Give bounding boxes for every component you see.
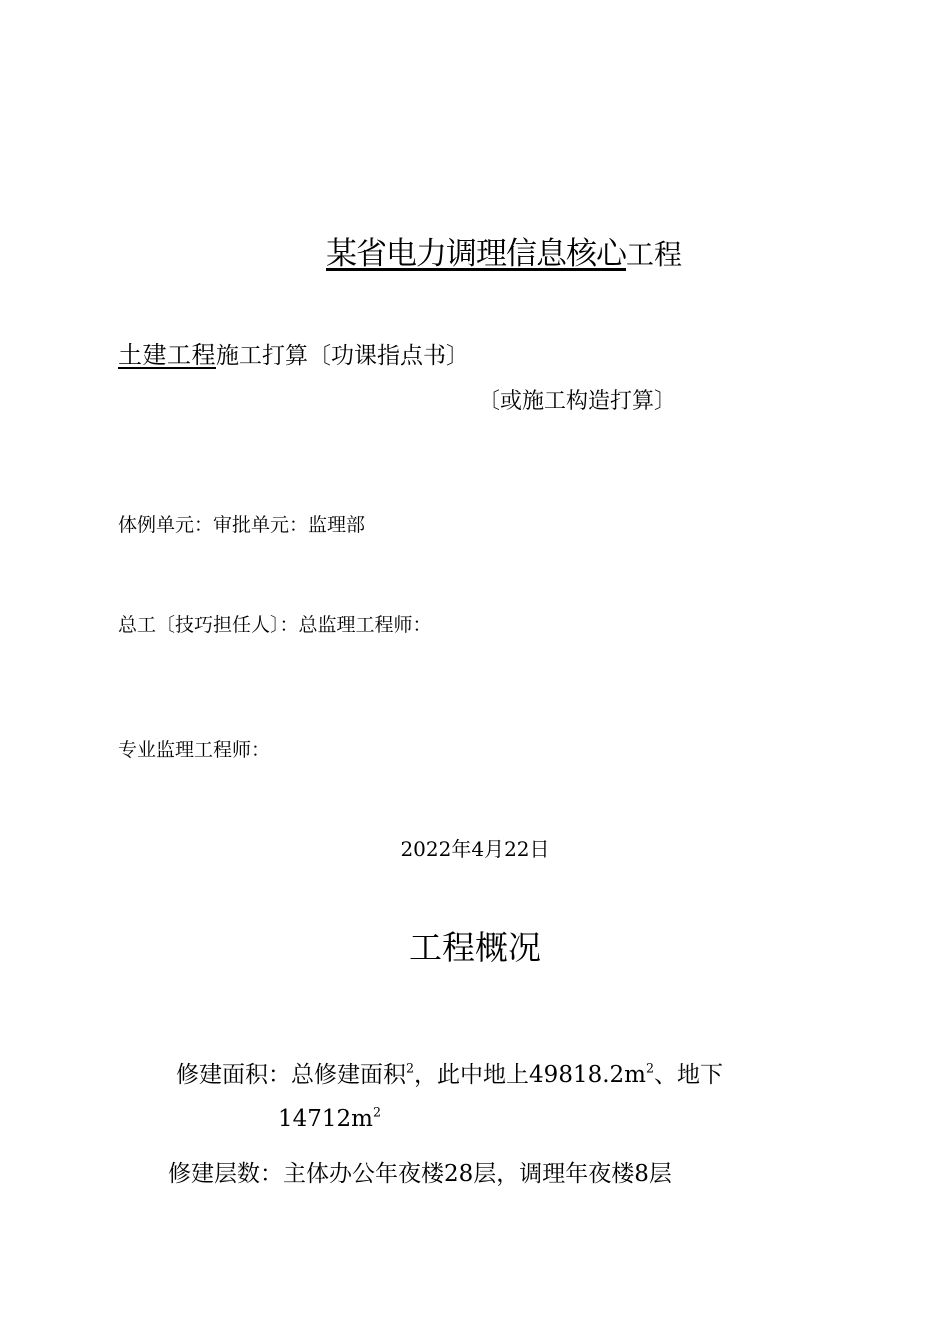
- specialist-engineer-line: 专业监理工程师：: [118, 739, 271, 761]
- units-line: 体例单元：审批单元：监理部: [118, 514, 366, 536]
- project-title-underlined: 某省电力调理信息核心: [326, 236, 626, 272]
- document-date: 2022年4月22日: [400, 837, 550, 861]
- document-subheading: 〔或施工构造打算〕: [478, 389, 677, 414]
- area-suffix: 、地下: [654, 1062, 724, 1088]
- area-superscript: 2: [645, 1060, 655, 1076]
- area-superscript: 2: [372, 1104, 382, 1120]
- area-underground-value: 14712m: [278, 1106, 373, 1132]
- project-title: [326, 228, 682, 273]
- document-heading-underlined: 土建工程: [118, 341, 216, 369]
- project-title-suffix: 工程: [626, 238, 683, 271]
- document-heading-rest: 施工打算〔功课指点书〕: [216, 343, 469, 369]
- area-superscript: 2: [406, 1060, 415, 1076]
- chief-engineer-line: 总工〔技巧担任人〕：总监理工程师：: [118, 614, 432, 636]
- area-prefix: 修建面积：总修建面积: [176, 1062, 406, 1088]
- building-area-line: [176, 1056, 723, 1089]
- building-floors-line: 修建层数：主体办公年夜楼28层，调理年夜楼8层: [168, 1161, 672, 1187]
- document-heading: [118, 335, 469, 370]
- area-above-ground: ，此中地上49818.2m: [414, 1062, 646, 1088]
- section-title: 工程概况: [409, 928, 541, 967]
- building-area-underground: [278, 1106, 381, 1132]
